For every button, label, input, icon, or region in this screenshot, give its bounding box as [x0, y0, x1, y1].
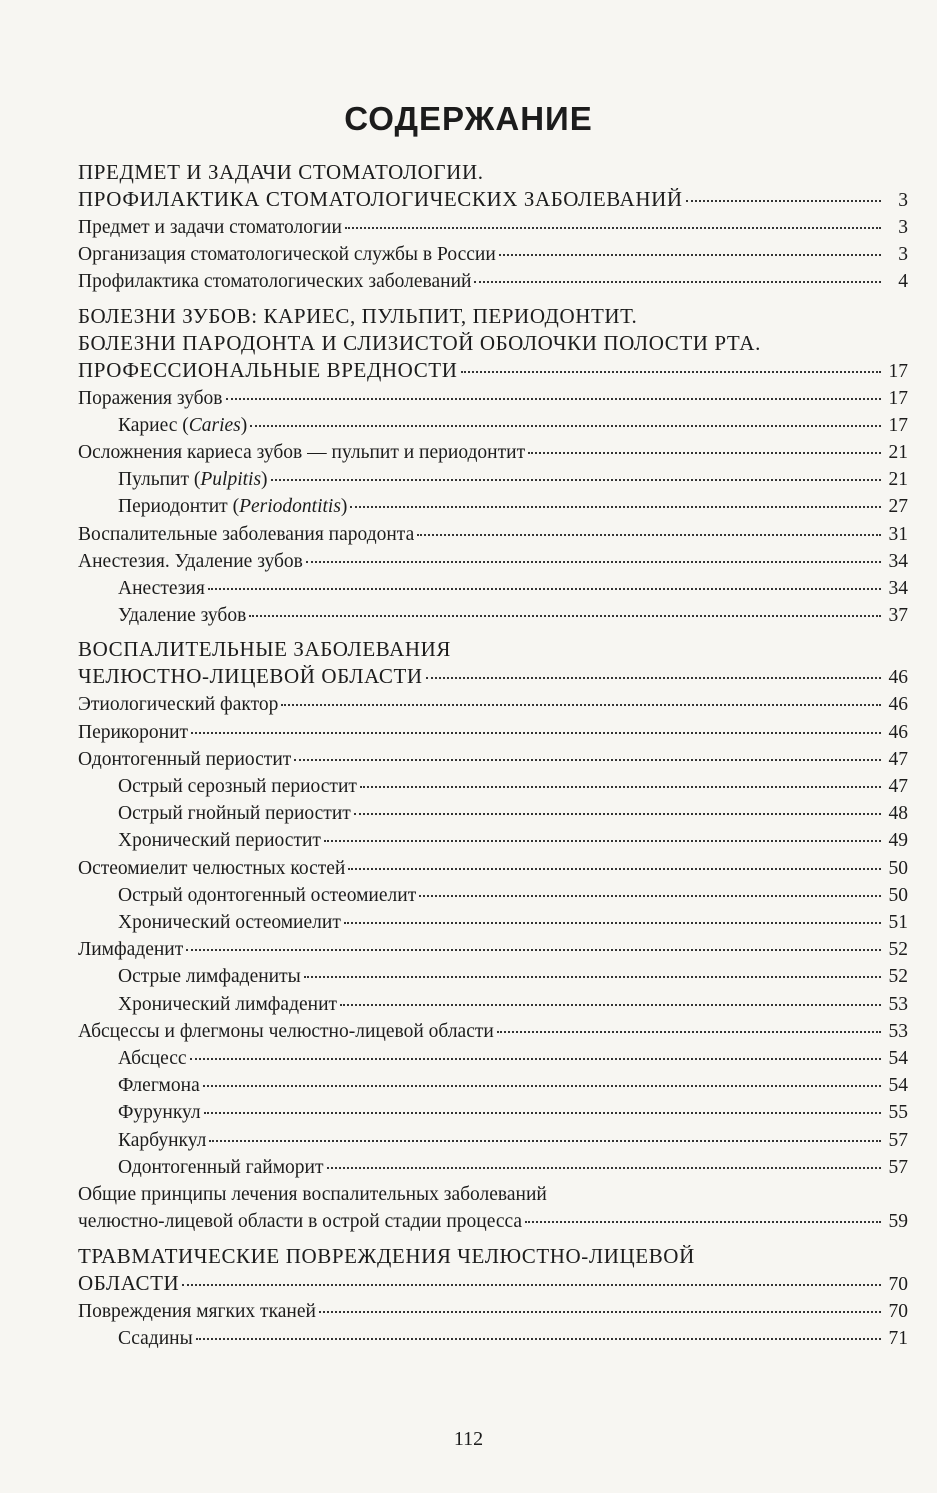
dot-leader — [348, 868, 881, 870]
entry-label — [118, 1045, 187, 1072]
entry-text: Профилактика стоматологических заболеваний — [78, 271, 472, 293]
entry-page-number: 31 — [888, 523, 908, 545]
entry-line — [78, 991, 908, 1018]
entry-label — [78, 548, 303, 575]
entry-text: Хронический лимфаденит — [118, 993, 338, 1015]
section-heading-line — [78, 330, 908, 357]
toc-entry — [78, 746, 908, 773]
dot-leader — [686, 200, 881, 202]
entry-line — [78, 936, 908, 963]
dot-leader — [191, 732, 881, 734]
entry-page-number: 3 — [898, 217, 908, 238]
dot-leader — [250, 425, 881, 427]
entry-text: Анестезия — [118, 578, 205, 600]
entry-label — [78, 746, 291, 773]
entry-page-number: 54 — [888, 1048, 908, 1070]
entry-line — [78, 493, 908, 520]
entry-page-number: 51 — [888, 912, 908, 934]
entry-line — [78, 746, 908, 773]
entry-text: Кариес ( — [118, 414, 189, 436]
entry-page-number: 34 — [888, 578, 908, 600]
entry-line — [78, 1154, 908, 1181]
section-page-number: 46 — [888, 667, 908, 689]
entry-line — [78, 1181, 908, 1208]
entry-line — [78, 719, 908, 746]
entry-label — [118, 1099, 201, 1126]
entry-line — [78, 1298, 908, 1325]
entry-label — [78, 1181, 547, 1208]
toc-entry — [78, 1018, 908, 1045]
entry-line — [78, 521, 908, 548]
entry-page-number: 3 — [898, 244, 908, 266]
toc-entry — [78, 521, 908, 548]
entry-text: Пульпит ( — [118, 469, 201, 491]
entry-label — [118, 1127, 206, 1154]
entry-label — [118, 1325, 193, 1352]
dot-leader — [497, 1031, 881, 1033]
entry-label — [118, 773, 357, 800]
dot-leader — [319, 1311, 881, 1313]
entry-label — [78, 385, 223, 412]
toc-subentry — [78, 575, 908, 602]
entry-label — [78, 521, 414, 548]
toc-section — [78, 302, 908, 630]
entry-page-number: 70 — [888, 1300, 908, 1322]
toc-subentry — [78, 1072, 908, 1099]
dot-leader — [419, 895, 881, 897]
dot-leader — [306, 561, 881, 563]
entry-line — [78, 691, 908, 718]
toc-subentry — [78, 963, 908, 990]
entry-text: Организация стоматологической службы в России — [78, 244, 496, 266]
entry-page-number: 21 — [888, 442, 908, 464]
entry-text: Ссадины — [118, 1327, 193, 1349]
section-heading-text: ПРЕДМЕТ И ЗАДАЧИ СТОМАТОЛОГИИ. — [78, 160, 484, 184]
toc-subentry — [78, 991, 908, 1018]
toc-entry — [78, 855, 908, 882]
entry-text: Фурункул — [118, 1102, 201, 1124]
entry-text: Предмет и задачи стоматологии — [78, 217, 342, 238]
toc-subentry — [78, 827, 908, 854]
dot-leader — [204, 1112, 881, 1114]
toc-subentry — [78, 1045, 908, 1072]
entry-page-number: 17 — [888, 387, 908, 409]
entry-page-number: 53 — [888, 1020, 908, 1042]
entry-line — [78, 909, 908, 936]
entry-text: Лимфаденит — [78, 939, 184, 961]
entry-label — [118, 493, 347, 520]
entry-page-number: 50 — [888, 857, 908, 879]
entry-closing-paren: ) — [340, 496, 348, 518]
section-heading-line — [78, 1270, 908, 1298]
entry-page-number: 57 — [888, 1156, 908, 1178]
entry-text: Абсцессы и флегмоны челюстно-лицевой области — [78, 1020, 494, 1042]
entry-page-number: 55 — [888, 1102, 908, 1124]
section-heading-text: БОЛЕЗНИ ЗУБОВ: КАРИЕС, ПУЛЬПИТ, ПЕРИОДОНТИТ. — [78, 303, 638, 328]
entry-closing-paren: ) — [240, 414, 248, 436]
entry-label — [78, 691, 278, 718]
dot-leader — [208, 588, 881, 590]
entry-label — [118, 1072, 200, 1099]
entry-text: Поражения зубов — [78, 387, 223, 409]
section-heading-line — [78, 1242, 908, 1270]
entry-page-number: 47 — [888, 776, 908, 798]
toc-section — [78, 635, 908, 1235]
toc-entry — [78, 385, 908, 412]
toc-section-heading — [78, 158, 908, 214]
dot-leader — [327, 1167, 881, 1169]
entry-label — [118, 412, 247, 439]
entry-page-number: 46 — [888, 694, 908, 716]
section-heading-text: ОБЛАСТИ — [78, 1270, 180, 1295]
entry-label — [78, 1018, 494, 1045]
toc-subentry — [78, 602, 908, 629]
entry-line — [78, 827, 908, 854]
toc-section-heading — [78, 302, 908, 385]
entry-line — [78, 1099, 908, 1126]
entry-line — [78, 1208, 908, 1235]
entry-text-continued: челюстно-лицевой области в острой стадии процесса — [78, 1211, 523, 1233]
entry-page-number: 27 — [888, 496, 908, 518]
entry-line — [78, 963, 908, 990]
dot-leader — [360, 786, 881, 788]
table-of-contents — [78, 158, 908, 1356]
toc-subentry — [78, 1127, 908, 1154]
toc-entry — [78, 548, 908, 575]
entry-text: Перикоронит — [78, 721, 189, 743]
dot-leader — [528, 452, 881, 454]
toc-entry — [78, 1181, 908, 1235]
entry-line — [78, 1127, 908, 1154]
dot-leader — [474, 281, 881, 283]
entry-label — [118, 1154, 324, 1181]
section-heading-text: БОЛЕЗНИ ПАРОДОНТА И СЛИЗИСТОЙ ОБОЛОЧКИ ПОЛОСТИ РТА. — [78, 330, 761, 355]
entry-page-number: 71 — [888, 1327, 908, 1349]
section-heading-line — [78, 158, 908, 186]
toc-entry — [78, 936, 908, 963]
entry-latin-term: Periodontitis — [239, 496, 341, 518]
entry-text: Карбункул — [118, 1129, 207, 1151]
entry-label — [118, 909, 341, 936]
toc-entry — [78, 1298, 908, 1325]
entry-text: Абсцесс — [118, 1048, 187, 1070]
dot-leader — [294, 759, 881, 761]
entry-text: Осложнения кариеса зубов — пульпит и периодонтит — [78, 442, 526, 464]
entry-page-number: 52 — [888, 966, 908, 988]
toc-entry — [78, 719, 908, 746]
dot-leader — [350, 506, 881, 508]
entry-latin-term: Caries — [188, 414, 241, 436]
entry-page-number: 4 — [898, 271, 908, 293]
dot-leader — [281, 704, 881, 706]
entry-line — [78, 602, 908, 629]
entry-line — [78, 241, 908, 268]
entry-line — [78, 1072, 908, 1099]
toc-subentry — [78, 1154, 908, 1181]
entry-label — [118, 963, 301, 990]
section-heading-line — [78, 635, 908, 663]
section-heading-line — [78, 663, 908, 691]
entry-label — [118, 602, 246, 629]
section-page-number: 3 — [898, 190, 908, 211]
toc-subentry — [78, 412, 908, 439]
toc-section-heading — [78, 635, 908, 691]
dot-leader — [196, 1338, 881, 1340]
entry-label — [118, 882, 416, 909]
entry-label — [118, 827, 321, 854]
entry-text: Острый одонтогенный остеомиелит — [118, 884, 417, 906]
entry-page-number: 53 — [888, 993, 908, 1015]
entry-text: Воспалительные заболевания пародонта — [78, 523, 415, 545]
section-heading-text: ВОСПАЛИТЕЛЬНЫЕ ЗАБОЛЕВАНИЯ — [78, 637, 451, 662]
entry-text: Хронический остеомиелит — [118, 912, 341, 934]
entry-text: Удаление зубов — [118, 605, 247, 627]
entry-text: Анестезия. Удаление зубов — [78, 550, 303, 572]
toc-section-heading — [78, 1242, 908, 1298]
entry-label — [118, 575, 205, 602]
entry-line — [78, 385, 908, 412]
section-heading-line — [78, 357, 908, 385]
toc-subentry — [78, 1325, 908, 1352]
entry-page-number: 34 — [888, 550, 908, 572]
section-heading-text: ПРОФЕССИОНАЛЬНЫЕ ВРЕДНОСТИ — [78, 357, 458, 382]
entry-label — [78, 439, 525, 466]
toc-entry — [78, 241, 908, 268]
dot-leader — [226, 398, 882, 400]
dot-leader — [417, 534, 881, 536]
toc-subentry — [78, 773, 908, 800]
dot-leader — [344, 922, 881, 924]
entry-line — [78, 1045, 908, 1072]
entry-line — [78, 855, 908, 882]
entry-closing-paren: ) — [261, 469, 268, 491]
entry-line — [78, 882, 908, 909]
toc-entry — [78, 691, 908, 718]
dot-leader — [525, 1221, 881, 1223]
entry-page-number: 57 — [888, 1129, 908, 1151]
entry-page-number: 49 — [888, 830, 908, 852]
dot-leader — [340, 1004, 881, 1006]
entry-line — [78, 1018, 908, 1045]
entry-line — [78, 548, 908, 575]
entry-page-number: 46 — [888, 721, 908, 743]
entry-text: Флегмона — [118, 1075, 200, 1097]
toc-subentry — [78, 493, 908, 520]
toc-section — [78, 1242, 908, 1352]
dot-leader — [186, 949, 881, 951]
entry-label — [78, 268, 471, 295]
dot-leader — [345, 227, 881, 229]
entry-line — [78, 268, 908, 295]
section-heading-line — [78, 302, 908, 330]
toc-subentry — [78, 909, 908, 936]
entry-page-number: 37 — [888, 605, 908, 627]
section-heading-line — [78, 186, 908, 214]
entry-text: Острый гнойный периостит — [118, 803, 351, 825]
dot-leader — [190, 1058, 881, 1060]
section-heading-text: ПРОФИЛАКТИКА СТОМАТОЛОГИЧЕСКИХ ЗАБОЛЕВАНИЙ — [78, 187, 683, 211]
entry-page-number: 52 — [888, 939, 908, 961]
toc-entry — [78, 439, 908, 466]
entry-label — [118, 991, 337, 1018]
entry-label — [78, 936, 183, 963]
toc-subentry — [78, 882, 908, 909]
entry-text: Одонтогенный гайморит — [118, 1156, 324, 1178]
entry-page-number: 54 — [888, 1075, 908, 1097]
entry-text: Остеомиелит челюстных костей — [78, 857, 346, 879]
section-page-number: 17 — [888, 360, 908, 382]
entry-page-number: 59 — [888, 1211, 908, 1233]
entry-latin-term: Pulpitis — [200, 469, 262, 491]
entry-page-number: 21 — [888, 469, 908, 491]
entry-label — [78, 214, 342, 241]
entry-text: Периодонтит ( — [118, 496, 240, 518]
contents-title: СОДЕРЖАНИЕ — [344, 100, 593, 137]
dot-leader — [354, 813, 881, 815]
entry-page-number: 50 — [888, 884, 908, 906]
section-page-number: 70 — [888, 1273, 908, 1295]
entry-line — [78, 575, 908, 602]
entry-label — [78, 1298, 316, 1325]
toc-subentry — [78, 800, 908, 827]
entry-line — [78, 773, 908, 800]
dot-leader — [461, 371, 881, 373]
dot-leader — [249, 615, 881, 617]
entry-page-number: 17 — [888, 414, 908, 436]
entry-page-number: 47 — [888, 748, 908, 770]
entry-line — [78, 800, 908, 827]
dot-leader — [304, 976, 881, 978]
entry-text: Острые лимфадениты — [118, 966, 301, 988]
entry-label — [78, 241, 496, 268]
entry-label — [118, 800, 351, 827]
toc-entry — [78, 214, 908, 241]
toc-section — [78, 158, 908, 296]
entry-label — [118, 466, 268, 493]
dot-leader — [271, 479, 881, 481]
entry-line — [78, 1325, 908, 1352]
toc-subentry — [78, 1099, 908, 1126]
entry-page-number: 48 — [888, 803, 908, 825]
entry-line — [78, 412, 908, 439]
entry-line — [78, 466, 908, 493]
entry-line — [78, 214, 908, 241]
section-heading-text: ТРАВМАТИЧЕСКИЕ ПОВРЕЖДЕНИЯ ЧЕЛЮСТНО-ЛИЦЕВОЙ — [78, 1243, 695, 1268]
section-heading-text: ЧЕЛЮСТНО-ЛИЦЕВОЙ ОБЛАСТИ — [78, 664, 423, 689]
dot-leader — [209, 1140, 881, 1142]
dot-leader — [426, 677, 881, 679]
entry-line — [78, 439, 908, 466]
toc-subentry — [78, 466, 908, 493]
dot-leader — [182, 1284, 881, 1286]
entry-label — [78, 855, 345, 882]
entry-text: Повреждения мягких тканей — [78, 1300, 316, 1322]
toc-entry — [78, 268, 908, 295]
entry-text: Острый серозный периостит — [118, 776, 357, 798]
dot-leader — [203, 1085, 881, 1087]
entry-text: Общие принципы лечения воспалительных заболеваний — [78, 1184, 547, 1206]
entry-text: Одонтогенный периостит — [78, 748, 292, 770]
page-number: 112 — [453, 1428, 484, 1450]
entry-label — [78, 719, 188, 746]
entry-text: Хронический периостит — [118, 830, 321, 852]
dot-leader — [324, 840, 881, 842]
dot-leader — [499, 254, 881, 256]
entry-text: Этиологический фактор — [78, 694, 279, 716]
